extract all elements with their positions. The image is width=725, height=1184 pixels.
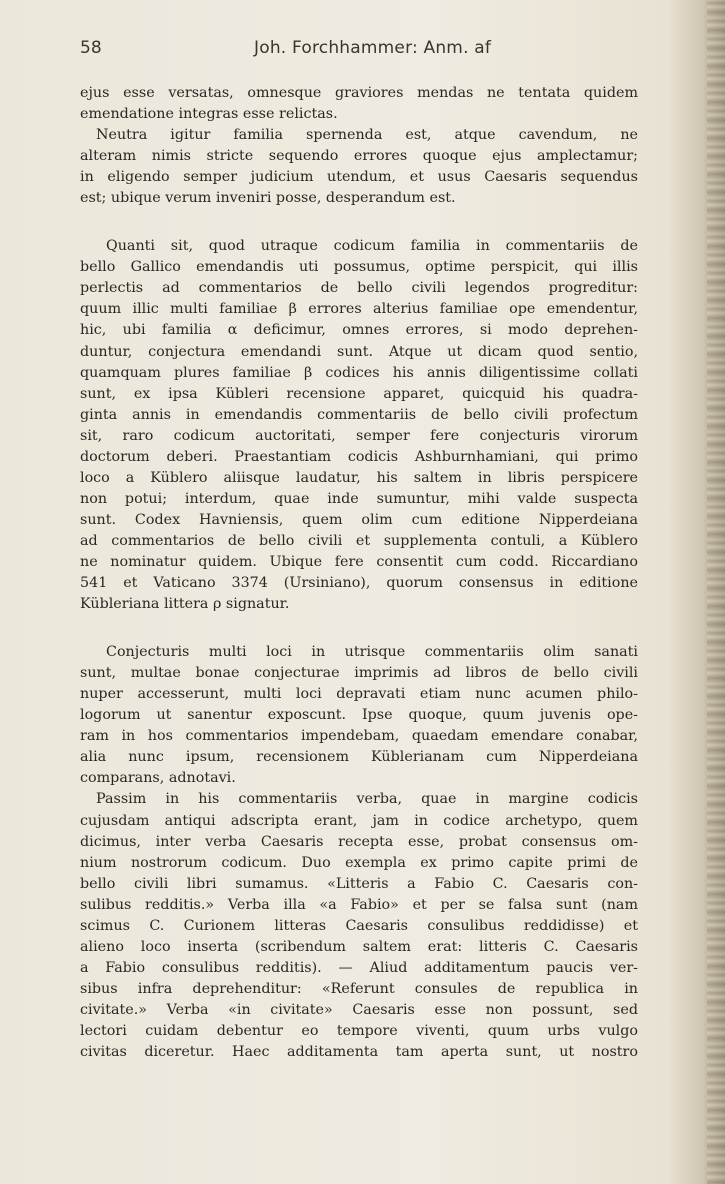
text-line: nuper accesserunt, multi loci depravati etiam nunc acumen philo- bbox=[80, 686, 638, 703]
text-line: scimus C. Curionem litteras Caesaris consulibus reddidisse) et bbox=[80, 917, 638, 934]
text-line: sulibus redditis.» Verba illa «a Fabio» et per se falsa sunt (nam bbox=[80, 896, 638, 913]
text-line: lectori cuidam debentur eo tempore viventi, quum urbs vulgo bbox=[80, 1022, 638, 1039]
text-line: sunt. Codex Havniensis, quem olim cum editione Nipperdeiana bbox=[80, 511, 638, 528]
text-line: ad commentarios de bello civili et supplementa contuli, a Küblero bbox=[80, 532, 638, 549]
text-line: emendatione integras esse relictas. bbox=[80, 106, 338, 123]
text-line: bello civili libri sumamus. «Litteris a Fabio C. Caesaris con- bbox=[80, 875, 638, 892]
text-line: est; ubique verum inveniri posse, desperandum est. bbox=[80, 190, 456, 207]
text-line: alteram nimis stricte sequendo errores quoque ejus amplectamur; bbox=[80, 148, 638, 165]
text-line: Passim in his commentariis verba, quae in margine codicis bbox=[96, 791, 638, 808]
text-line: Conjecturis multi loci in utrisque commentariis olim sanati bbox=[106, 644, 638, 661]
text-line: perlectis ad commentarios de bello civili legendos progreditur: bbox=[80, 280, 638, 297]
text-line: non potui; interdum, quae inde sumuntur, mihi valde suspecta bbox=[80, 490, 638, 507]
paragraph-4 bbox=[80, 642, 638, 789]
page-edge-shadow bbox=[707, 0, 725, 1184]
text-line: a Fabio consulibus redditis). — Aliud additamentum paucis ver- bbox=[80, 959, 638, 976]
text-line: doctorum deberi. Praestantiam codicis Ashburnhamiani, qui primo bbox=[80, 448, 638, 465]
text-line: quum illic multi familiae β errores alterius familiae ope emendentur, bbox=[80, 301, 638, 318]
text-line: Kübleriana littera ρ signatur. bbox=[80, 596, 290, 613]
text-line: 541 et Vaticano 3374 (Ursiniano), quorum consensus in editione bbox=[80, 575, 638, 592]
paragraph-2 bbox=[80, 125, 638, 209]
text-line: logorum ut sanentur exposcunt. Ipse quoque, quum juvenis ope- bbox=[80, 707, 638, 724]
text-line: ginta annis in emendandis commentariis de bello civili profectum bbox=[80, 406, 638, 423]
text-line: hic, ubi familia α deficimur, omnes errores, si modo deprehen- bbox=[80, 322, 638, 339]
text-line: sunt, multae bonae conjecturae imprimis ad libros de bello civili bbox=[80, 665, 638, 682]
text-line: sibus infra deprehenditur: «Referunt consules de republica in bbox=[80, 980, 638, 997]
text-line: ram in hos commentarios impendebam, quaedam emendare conabar, bbox=[80, 728, 638, 745]
text-line: nium nostrorum codicum. Duo exempla ex primo capite primi de bbox=[80, 854, 638, 871]
text-line: dicimus, inter verba Caesaris recepta esse, probat consensus om- bbox=[80, 833, 638, 850]
text-line: cujusdam antiqui adscripta erant, jam in codice archetypo, quem bbox=[80, 812, 638, 829]
text-line: bello Gallico emendandis uti possumus, optime perspicit, qui illis bbox=[80, 259, 638, 276]
text-line: sit, raro codicum auctoritati, semper fere conjecturis virorum bbox=[80, 427, 638, 444]
paragraph-5 bbox=[80, 789, 638, 1063]
paragraph-1 bbox=[80, 83, 638, 125]
text-line: alia nunc ipsum, recensionem Küblerianam cum Nipperdeiana bbox=[80, 749, 638, 766]
text-line: civitas diceretur. Haec additamenta tam aperta sunt, ut nostro bbox=[80, 1044, 638, 1061]
text-line: civitate.» Verba «in civitate» Caesaris esse non possunt, sed bbox=[80, 1001, 638, 1018]
text-line: alieno loco inserta (scribendum saltem erat: litteris C. Caesaris bbox=[80, 938, 638, 955]
text-line: loco a Küblero aliisque laudatur, his saltem in libris perspicere bbox=[80, 469, 638, 486]
text-line: duntur, conjectura emendandi sunt. Atque ut dicam quod sentio, bbox=[80, 343, 638, 360]
text-line: ejus esse versatas, omnesque graviores mendas ne tentata quidem bbox=[80, 85, 638, 101]
text-line: comparans, adnotavi. bbox=[80, 770, 236, 787]
text-line: sunt, ex ipsa Kübleri recensione apparet, quicquid his quadra- bbox=[80, 385, 638, 402]
text-line: quamquam plures familiae β codices his annis diligentissime collati bbox=[80, 364, 638, 381]
page-header bbox=[80, 38, 640, 62]
text-line: in eligendo semper judicium utendum, et usus Caesaris sequendus bbox=[80, 169, 638, 186]
body-text bbox=[80, 83, 638, 1063]
text-line: Neutra igitur familia spernenda est, atque cavendum, ne bbox=[96, 127, 638, 144]
page-number: 58 bbox=[80, 38, 102, 58]
running-title: Joh. Forchhammer: Anm. af bbox=[254, 38, 492, 58]
text-line: ne nominatur quidem. Ubique fere consentit cum codd. Riccardiano bbox=[80, 553, 638, 570]
text-line: Quanti sit, quod utraque codicum familia in commentariis de bbox=[106, 238, 638, 255]
paragraph-3 bbox=[80, 236, 638, 615]
